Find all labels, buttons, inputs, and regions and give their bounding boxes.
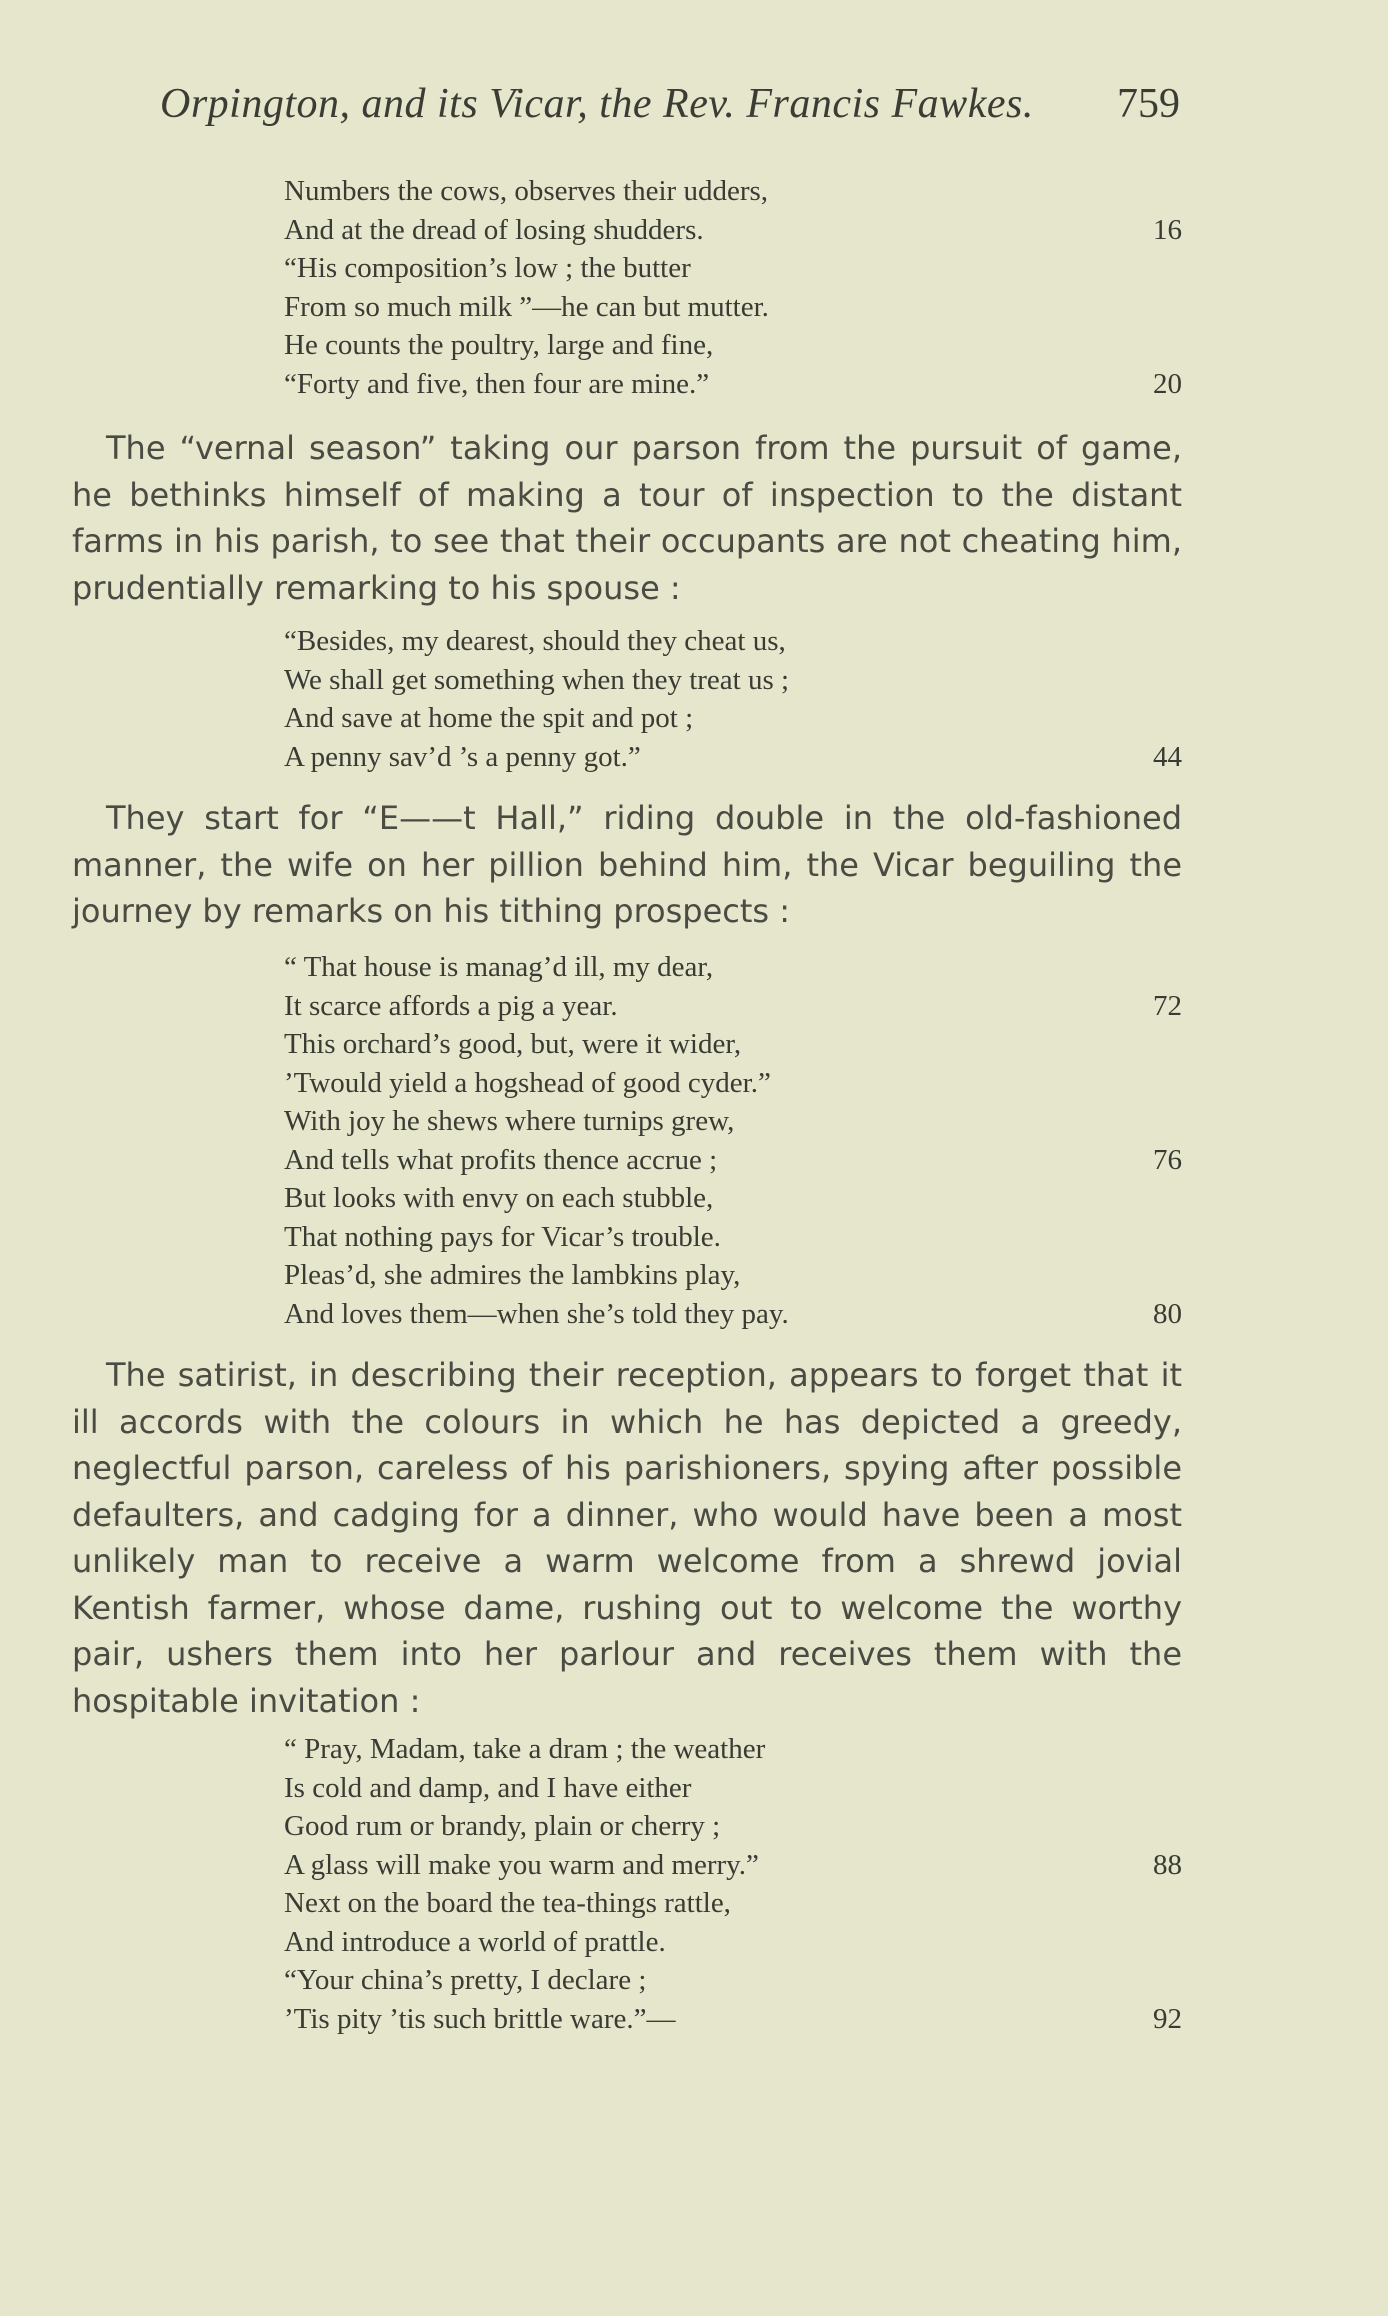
verse-line — [284, 288, 1182, 327]
line-number: 80 — [1153, 1297, 1182, 1330]
verse-text: Is cold and damp, and I have either — [284, 1771, 692, 1804]
line-number: 72 — [1153, 989, 1182, 1022]
verse-stanza-2 — [284, 622, 1182, 776]
prose-paragraph-3 — [72, 1352, 1182, 1724]
verse-text: Pleas’d, she admires the lambkins play, — [284, 1259, 741, 1291]
line-number: 44 — [1153, 740, 1182, 773]
verse-text: He counts the poultry, large and fine, — [284, 329, 714, 361]
verse-text: A penny sav’d ’s a penny got.” — [284, 740, 641, 773]
verse-line — [284, 661, 1182, 700]
verse-text: We shall get something when they treat us ; — [284, 663, 790, 696]
verse-line — [284, 622, 1182, 661]
verse-line — [284, 1961, 1182, 2000]
line-number: 92 — [1153, 2002, 1182, 2035]
verse-line — [284, 326, 1182, 365]
verse-line — [284, 1025, 1182, 1064]
verse-text: “ That house is manag’d ill, my dear, — [284, 951, 714, 983]
verse-line — [284, 1218, 1182, 1257]
paragraph-text: The “vernal season” taking our parson from the pursuit of game, he bethinks himself of making a tour of inspection to the distant farms in his parish, to see that their occupants are not cheating him, prudentially remarking to his spouse : — [72, 429, 1182, 607]
paragraph-text: The satirist, in describing their reception, appears to forget that it ill accords with the colours in which he has depicted a greedy, neglectful parson, careless of his parishioners, spying after possible defaulters, and cadging for a dinner, who would have been a most unlikely man to receive a warm welcome from a shrewd jovial Kentish farmer, whose dame, rushing out to welcome the worthy pair, ushers them into her parlour and receives them with the hospitable invitation : — [72, 1356, 1182, 1720]
verse-line — [284, 987, 1182, 1026]
prose-paragraph-1 — [72, 425, 1182, 611]
verse-text: Good rum or brandy, plain or cherry ; — [284, 1810, 721, 1842]
verse-stanza-1 — [284, 172, 1182, 403]
verse-text: A glass will make you warm and merry.” — [284, 1848, 759, 1881]
verse-text: ’Twould yield a hogshead of good cyder.” — [284, 1066, 771, 1099]
verse-text: And introduce a world of prattle. — [284, 1925, 666, 1958]
verse-text: And save at home the spit and pot ; — [284, 702, 694, 734]
verse-line — [284, 211, 1182, 250]
verse-text: And loves them—when she’s told they pay. — [284, 1297, 789, 1330]
verse-line — [284, 1884, 1182, 1923]
verse-text: ’Tis pity ’tis such brittle ware.”— — [284, 2002, 676, 2035]
running-title: Orpington, and its Vicar, the Rev. Francis Fawkes. — [160, 81, 1034, 127]
verse-line — [284, 1730, 1182, 1769]
verse-line — [284, 1064, 1182, 1103]
verse-line — [284, 249, 1182, 288]
verse-line — [284, 1807, 1182, 1846]
verse-line — [284, 738, 1182, 777]
line-number: 16 — [1153, 213, 1182, 246]
verse-text: And at the dread of losing shudders. — [284, 213, 704, 246]
line-number: 88 — [1153, 1848, 1182, 1881]
verse-line — [284, 699, 1182, 738]
verse-stanza-3 — [284, 948, 1182, 1333]
line-number: 76 — [1153, 1143, 1182, 1176]
verse-text: Numbers the cows, observes their udders, — [284, 175, 769, 207]
verse-line — [284, 1256, 1182, 1295]
verse-line — [284, 948, 1182, 987]
verse-text: With joy he shews where turnips grew, — [284, 1105, 735, 1137]
verse-line — [284, 1179, 1182, 1218]
verse-text: Next on the board the tea-things rattle, — [284, 1887, 731, 1919]
line-number: 20 — [1153, 367, 1182, 400]
verse-line — [284, 1295, 1182, 1334]
verse-text: “His composition’s low ; the butter — [284, 252, 691, 284]
verse-text: But looks with envy on each stubble, — [284, 1182, 714, 1214]
verse-text: From so much milk ”—he can but mutter. — [284, 290, 769, 323]
verse-text: That nothing pays for Vicar’s trouble. — [284, 1220, 721, 1253]
verse-stanza-4 — [284, 1730, 1182, 2038]
verse-text: And tells what profits thence accrue ; — [284, 1143, 718, 1176]
prose-paragraph-2 — [72, 795, 1182, 935]
page-header — [160, 80, 1180, 140]
verse-line — [284, 172, 1182, 211]
verse-line — [284, 1923, 1182, 1962]
verse-line — [284, 1769, 1182, 1808]
verse-text: “ Pray, Madam, take a dram ; the weather — [284, 1733, 766, 1765]
verse-text: “Your china’s pretty, I declare ; — [284, 1964, 647, 1996]
verse-text: “Besides, my dearest, should they cheat us, — [284, 625, 786, 657]
verse-line — [284, 365, 1182, 404]
verse-text: This orchard’s good, but, were it wider, — [284, 1028, 742, 1060]
verse-text: “Forty and five, then four are mine.” — [284, 367, 710, 400]
verse-line — [284, 2000, 1182, 2039]
verse-line — [284, 1102, 1182, 1141]
paragraph-text: They start for “E——t Hall,” riding double in the old-fashioned manner, the wife on her pillion behind him, the Vicar beguiling the journey by remarks on his tithing prospects : — [72, 799, 1182, 930]
verse-line — [284, 1141, 1182, 1180]
verse-text: It scarce affords a pig a year. — [284, 989, 618, 1022]
verse-line — [284, 1846, 1182, 1885]
page-number: 759 — [1117, 81, 1180, 127]
